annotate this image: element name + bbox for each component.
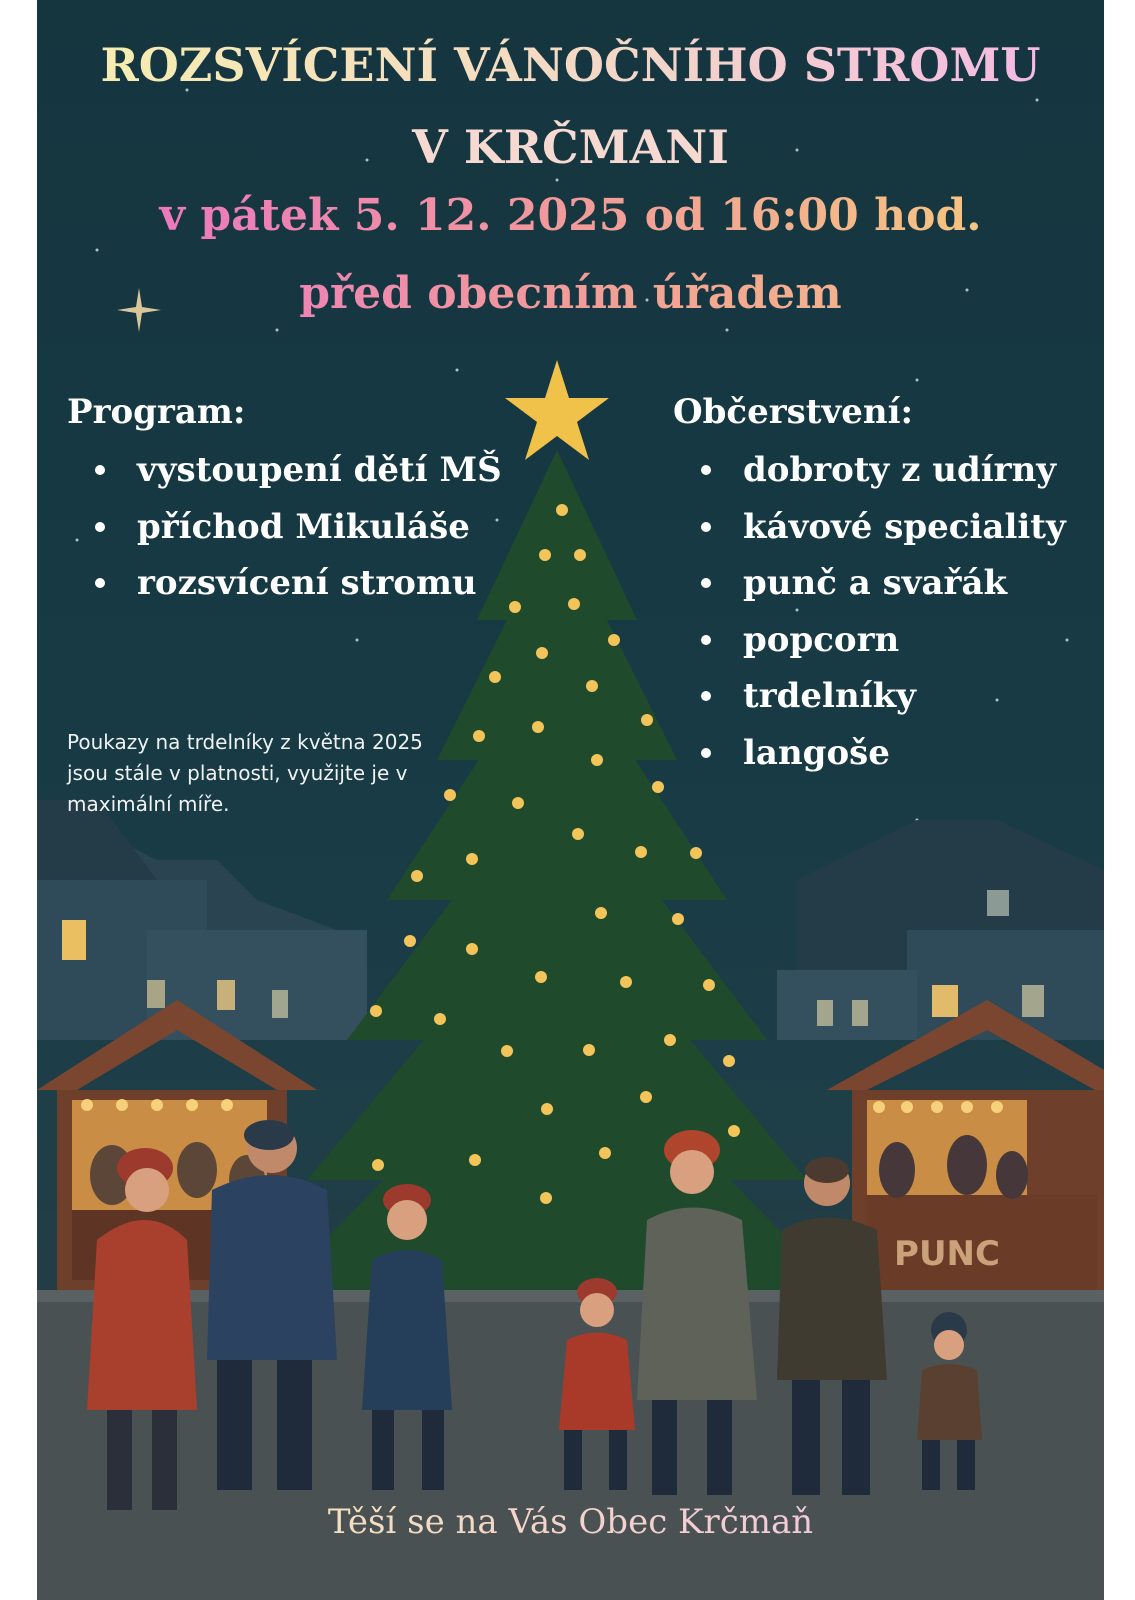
refreshment-item: trdelníky [673, 668, 1066, 725]
refreshment-item: kávové speciality [673, 499, 1066, 556]
event-title: ROZSVÍCENÍ VÁNOČNÍHO STROMU [37, 38, 1104, 92]
event-date: v pátek 5. 12. 2025 od 16:00 hod. [37, 190, 1104, 241]
refreshments-heading: Občerstvení: [673, 392, 914, 432]
event-poster [37, 0, 1104, 1600]
event-location: před obecním úřadem [37, 268, 1104, 319]
program-item: vystoupení dětí MŠ [67, 442, 502, 499]
program-list [67, 442, 502, 612]
stall-sign: PUNC [894, 1234, 1000, 1274]
tree-star-icon [505, 360, 609, 460]
refreshment-item: langoše [673, 725, 1066, 782]
program-heading: Program: [67, 392, 246, 432]
refreshment-item: dobroty z udírny [673, 442, 1066, 499]
refreshments-list [673, 442, 1066, 781]
event-title-place: V KRČMANI [412, 120, 729, 174]
houses-right [777, 820, 1104, 1040]
voucher-note: Poukazy na trdelníky z května 2025 jsou stále v platnosti, využijte je v maximální míře. [67, 730, 423, 816]
houses-left [37, 800, 367, 1040]
refreshment-item: popcorn [673, 612, 1066, 669]
footer-greeting: Těší se na Vás Obec Krčmaň [37, 1502, 1104, 1542]
program-item: rozsvícení stromu [67, 555, 502, 612]
refreshment-item: punč a svařák [673, 555, 1066, 612]
program-item: příchod Mikuláše [67, 499, 502, 556]
